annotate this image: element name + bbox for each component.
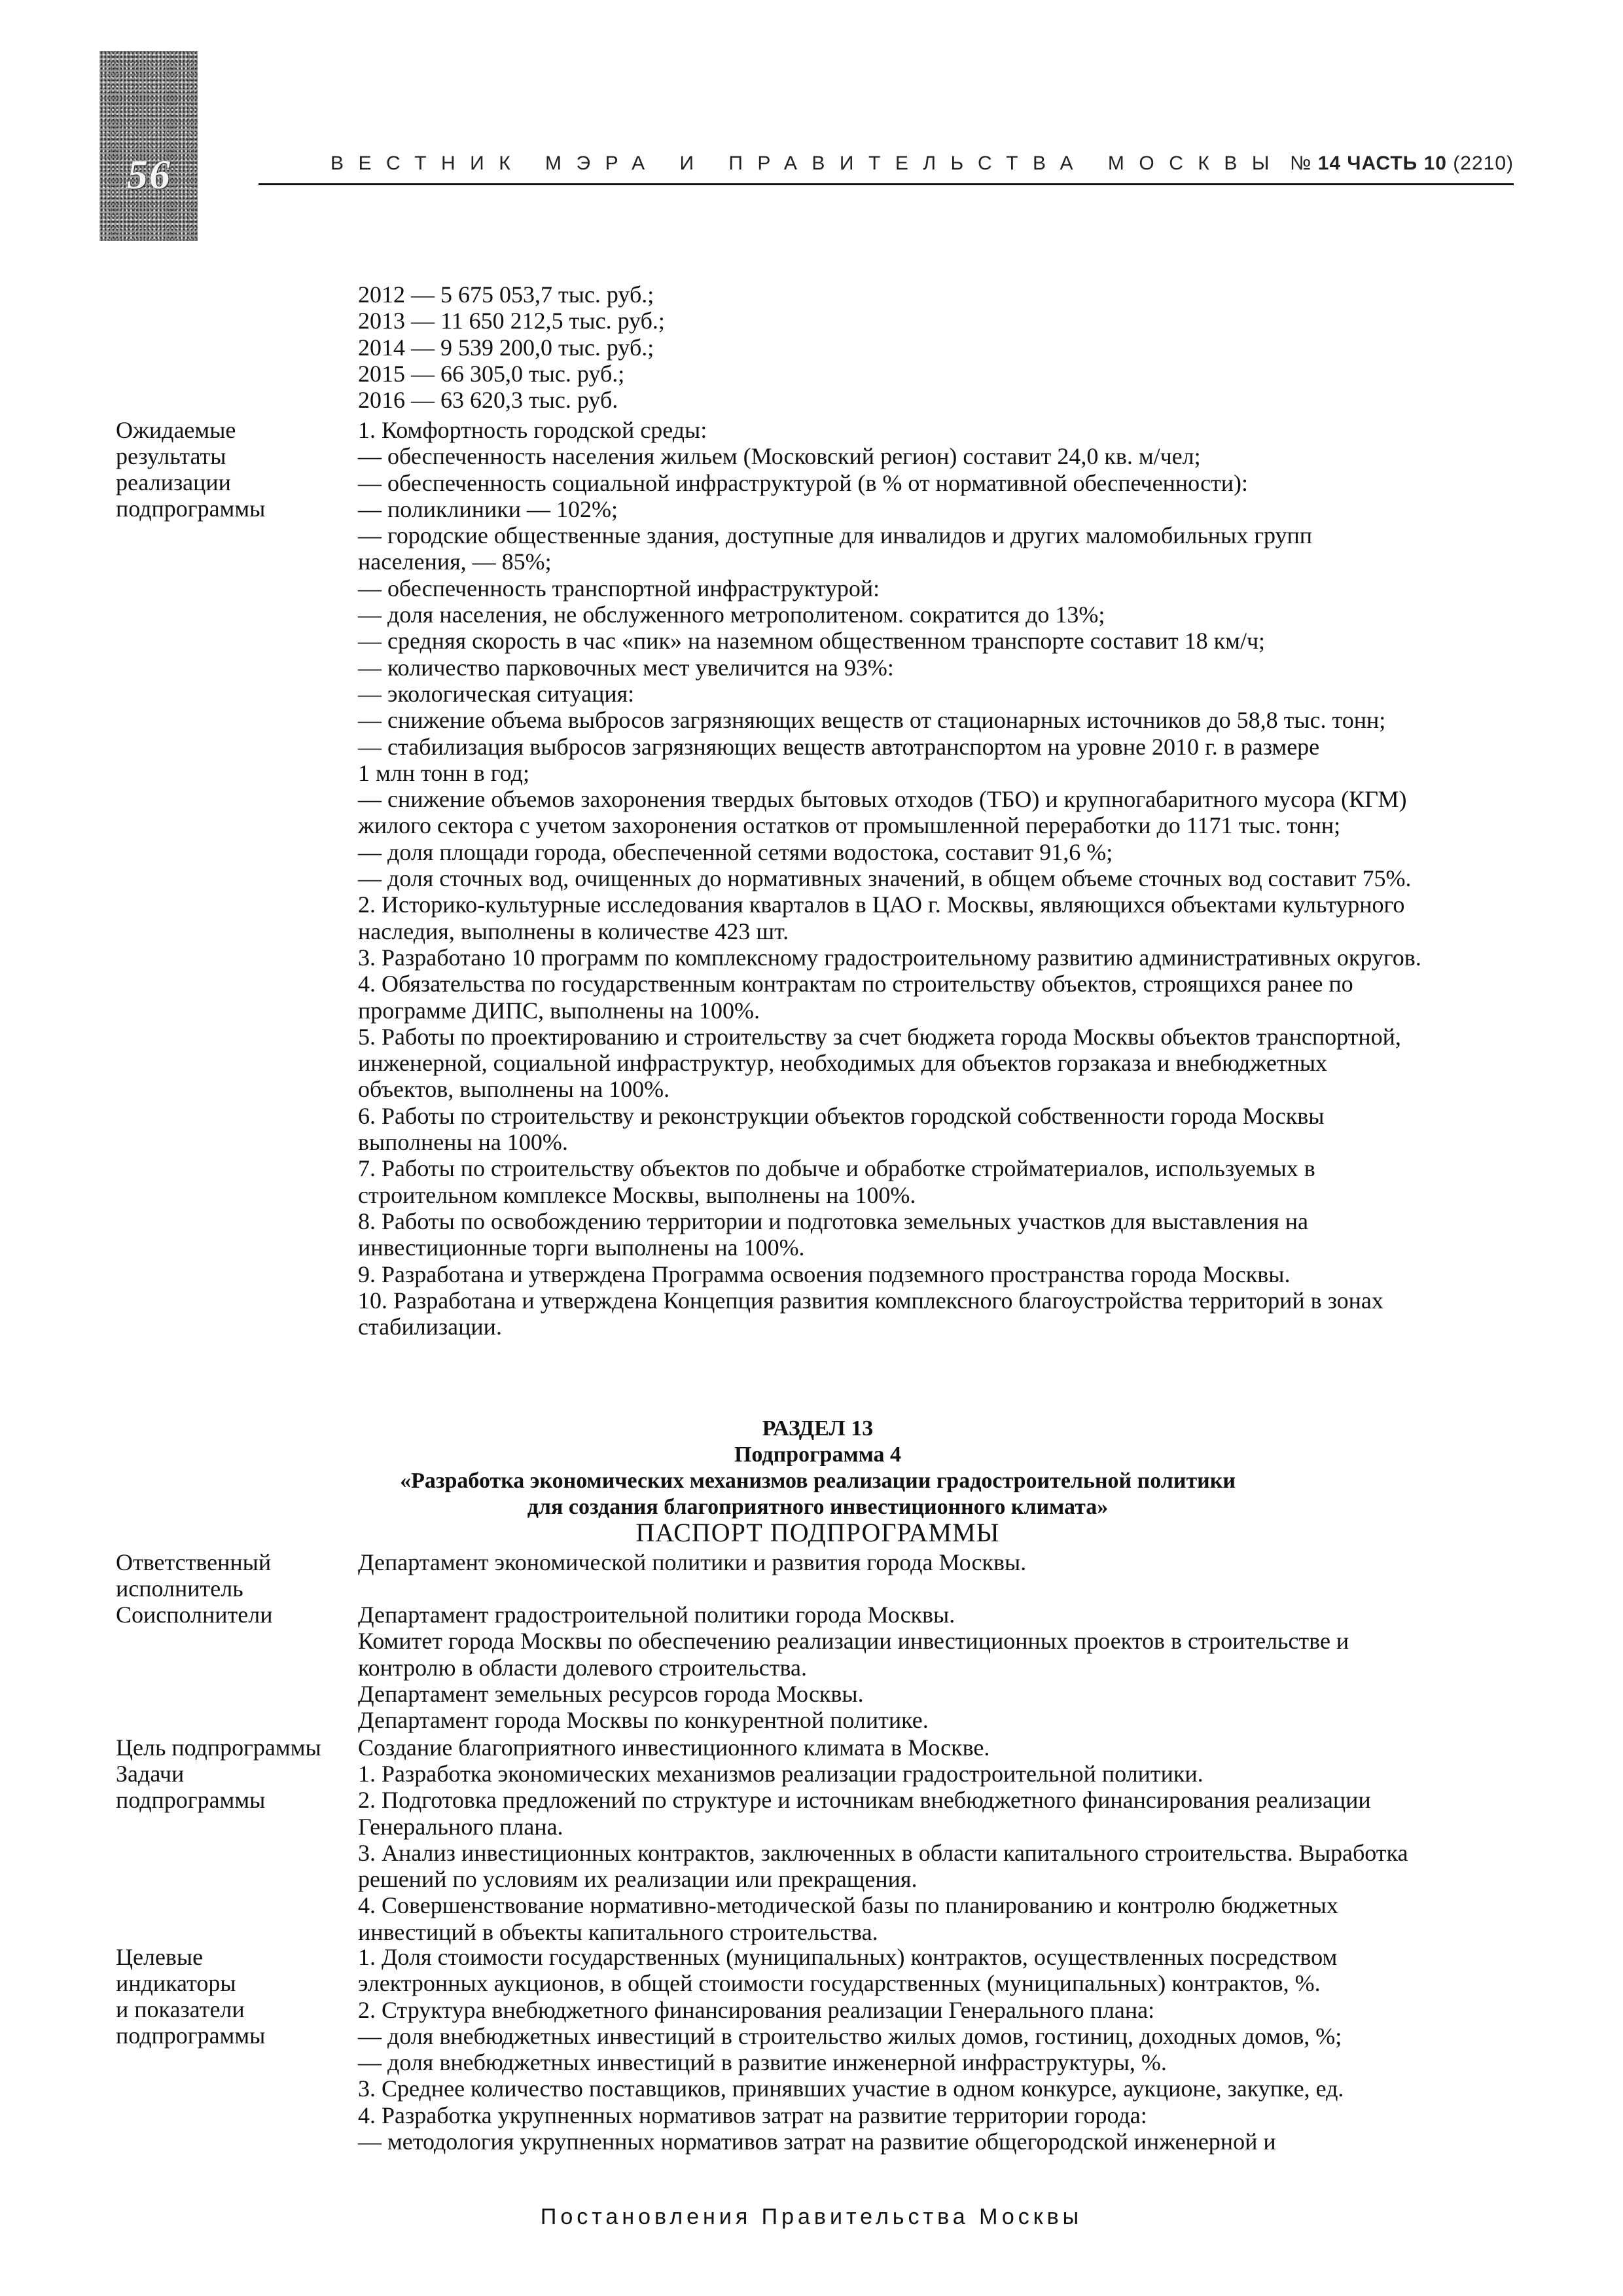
subprogram-title: Подпрограмма 4: [734, 1443, 902, 1467]
running-head: [330, 152, 1514, 179]
tasks-label: Задачи подпрограммы: [116, 1761, 266, 1813]
subprogram-name-line2: для создания благоприятного инвестиционного климата»: [527, 1495, 1109, 1519]
responsible-label: Ответственный исполнитель: [116, 1549, 272, 1602]
section-title: РАЗДЕЛ 13: [762, 1416, 874, 1441]
expected-results-label: Ожидаемые результаты реализации подпрограммы: [116, 417, 266, 522]
header-rule: [259, 183, 1514, 185]
page-number: 56: [127, 151, 171, 198]
part-label: ЧАСТЬ: [1347, 152, 1418, 174]
issue-total: (2210): [1453, 152, 1514, 174]
footer-text: Постановления Правительства Москвы: [540, 2204, 1083, 2229]
goal-text: Создание благоприятного инвестиционного климата в Москве.: [358, 1734, 990, 1761]
issue-number: 14: [1317, 152, 1342, 174]
expected-results-text: 1. Комфортность городской среды: — обеспеченность населения жильем (Московский регион) составит 24,0 кв. м/чел; — обеспеченность социальной инфраструктурой (в % от нормативной обеспеченности): — поликлиники — 102%; — городские общественные здания, доступные для инвалидов и других маломобильных групп населения, — 85%; — обеспеченность транспортной инфраструктурой: — доля населения, не обслуженного метрополитеном. сократится до 13%; — средняя скорость в час «пик» на наземном общественном транспорте составит 18 км/ч; — количество парковочных мест увеличится на 93%: — экологическая ситуация: — снижение объема выбросов загрязняющих веществ от стационарных источников до 58,8 тыс. тонн; — стабилизация выбросов загрязняющих веществ автотранспортом на уровне 2010 г. в размере 1 млн тонн в год; — снижение объемов захоронения твердых бытовых отходов (ТБО) и крупногабаритного мусора (КГМ) жилого сектора с учетом захоронения остатков от промышленной переработки до 1171 тыс. тонн; — доля площади города, обеспеченной сетями водостока, составит 91,6 %; — доля сточных вод, очищенных до нормативных значений, в общем объеме сточных вод составит 75%. 2. Историко-культурные исследования кварталов в ЦАО г. Москвы, являющихся объектами культурного наследия, выполнены в количестве 423 шт. 3. Разработано 10 программ по комплексному градостроительному развитию административных округов. 4. Обязательства по государственным контрактам по строительству объектов, строящихся ранее по программе ДИПС, выполнены на 100%. 5. Работы по проектированию и строительству за счет бюджета города Москвы объектов транспортной, инженерной, социальной инфраструктур, необходимых для объектов горзаказа и внебюджетных объектов, выполнены на 100%. 6. Работы по строительству и реконструкции объектов городской собственности города Москвы выполнены на 100%. 7. Работы по строительству объектов по добыче и обработке стройматериалов, используемых в строительном комплексе Москвы, выполнены на 100%. 8. Работы по освобождению территории и подготовка земельных участков для выставления на инвестиционные торги выполнены на 100%. 9. Разработана и утверждена Программа освоения подземного пространства города Москвы. 10. Разработана и утверждена Концепция развития комплексного благоустройства территорий в зонах стабилизации.: [358, 417, 1421, 1340]
passport-title: ПАСПОРТ ПОДПРОГРАММЫ: [635, 1518, 1000, 1547]
page-number-badge: [99, 51, 198, 241]
indicators-label: Целевые индикаторы и показатели подпрограммы: [116, 1944, 266, 2049]
subprogram-name-line1: «Разработка экономических механизмов реализации градостроительной политики: [400, 1469, 1236, 1493]
indicators-text: 1. Доля стоимости государственных (муниципальных) контрактов, осуществленных посредством электронных аукционов, в общей стоимости государственных (муниципальных) контрактов, %. 2. Структура внебюджетного финансирования реализации Генерального плана: — доля внебюджетных инвестиций в строительство жилых домов, гостиниц, доходных домов, %; — доля внебюджетных инвестиций в развитие инженерной инфраструктуры, %. 3. Среднее количество поставщиков, принявших участие в одном конкурсе, аукционе, закупке, ед. 4. Разработка укрупненных нормативов затрат на развитие территории города: — методология укрупненных нормативов затрат на развитие общегородской инженерной и: [358, 1944, 1344, 2155]
issue-info: [1290, 152, 1514, 175]
responsible-text: Департамент экономической политики и развития города Москвы.: [358, 1549, 1027, 1575]
coexecutors-text: Департамент градостроительной политики города Москвы. Комитет города Москвы по обеспечению реализации инвестиционных проектов в строительстве и контролю в области долевого строительства. Департамент земельных ресурсов города Москвы. Департамент города Москвы по конкурентной политике.: [358, 1602, 1349, 1734]
tasks-text: 1. Разработка экономических механизмов реализации градостроительной политики. 2. Подготовка предложений по структуре и источникам внебюджетного финансирования реализации Генерального плана. 3. Анализ инвестиционных контрактов, заключенных в области капитального строительства. Выработка решений по условиям их реализации или прекращения. 4. Совершенствование нормативно-методической базы по планированию и контролю бюджетных инвестиций в объекты капитального строительства.: [358, 1761, 1408, 1945]
journal-title: ВЕСТНИК МЭРА И ПРАВИТЕЛЬСТВА МОСКВЫ: [330, 152, 1284, 174]
goal-label: Цель подпрограммы: [116, 1734, 321, 1761]
part-number: 10: [1423, 152, 1447, 174]
coexecutors-label: Соисполнители: [116, 1602, 273, 1628]
funding-lines: 2012 — 5 675 053,7 тыс. руб.; 2013 — 11 650 212,5 тыс. руб.; 2014 — 9 539 200,0 тыс. руб.; 2015 — 66 305,0 тыс. руб.; 2016 — 63 620,3 тыс. руб.: [358, 281, 665, 414]
issue-prefix: №: [1290, 152, 1312, 174]
